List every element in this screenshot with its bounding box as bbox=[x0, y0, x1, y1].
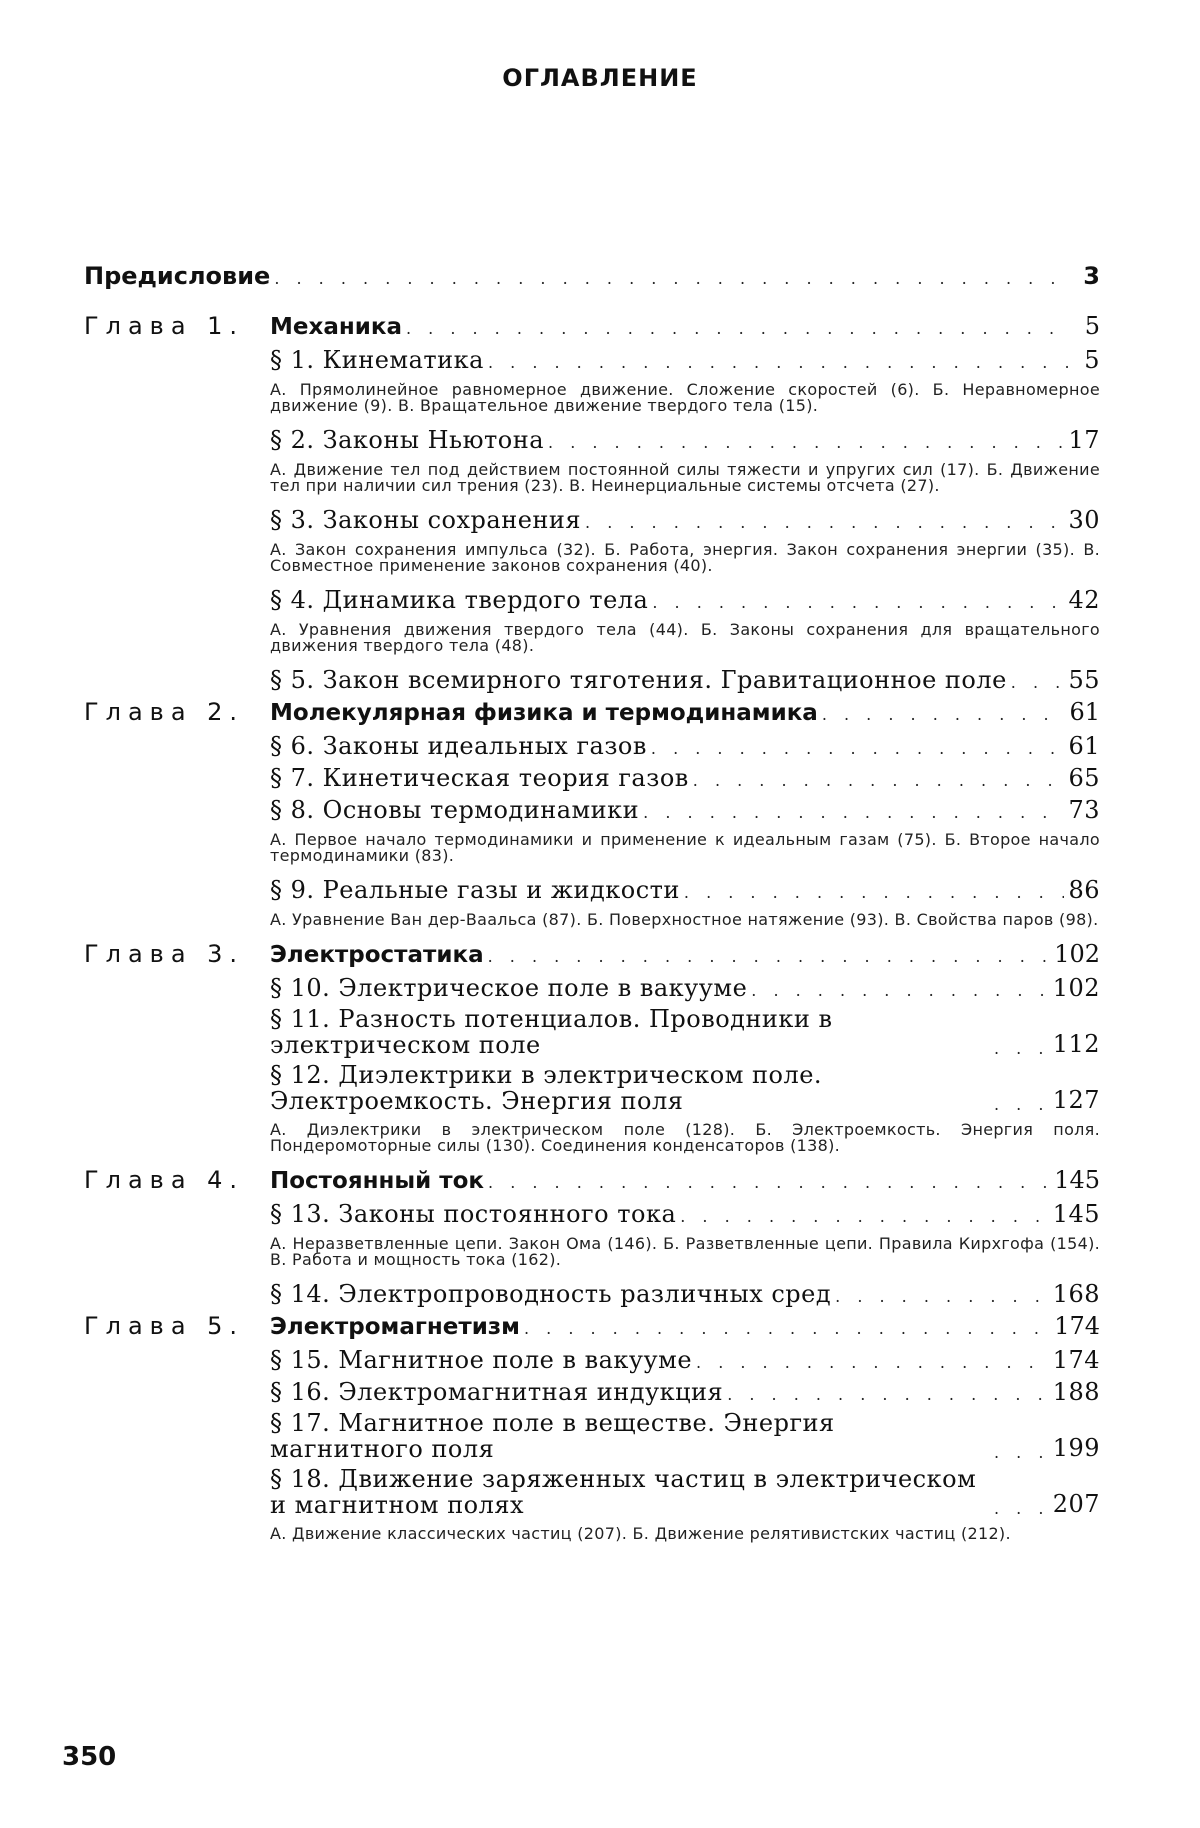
chapter-title: Электростатика bbox=[270, 942, 484, 968]
page-number: 350 bbox=[62, 1742, 117, 1772]
leader-dots bbox=[652, 593, 1064, 612]
toc-entry bbox=[270, 698, 1100, 726]
toc-chapter-row bbox=[84, 312, 1100, 340]
section-page: 102 bbox=[1052, 974, 1100, 1002]
leader-dots bbox=[548, 433, 1064, 452]
toc-section-row bbox=[84, 1280, 1100, 1308]
toc-chapter-row bbox=[84, 1312, 1100, 1340]
toc-entry bbox=[270, 1166, 1100, 1194]
leader-dots bbox=[994, 1095, 1049, 1114]
toc-entry bbox=[270, 1062, 1100, 1114]
leader-dots bbox=[994, 1499, 1049, 1518]
section-title: § 8. Основы термодинамики bbox=[270, 796, 640, 824]
toc-section-row bbox=[84, 1466, 1100, 1518]
toc-entry bbox=[84, 262, 1100, 290]
section-subtopics: А. Прямолинейное равномерное движение. Сложение скоростей (6). Б. Неравномерное движение (9). В. Вращательное движение твердого тела (15). bbox=[270, 380, 1100, 415]
section-title: § 7. Кинетическая теория газов bbox=[270, 764, 689, 792]
section-page: 73 bbox=[1068, 796, 1100, 824]
chapter-title: Электромагнетизм bbox=[270, 1314, 520, 1340]
section-subtopics: А. Диэлектрики в электрическом поле (128). Б. Электроемкость. Энергия поля. Пондеромоторные силы (130). Соединения конденсаторов (138). bbox=[270, 1120, 1100, 1155]
section-title: § 3. Законы сохранения bbox=[270, 506, 582, 534]
leader-dots bbox=[684, 883, 1065, 902]
leader-dots bbox=[488, 1173, 1050, 1192]
section-subtopics: А. Неразветвленные цепи. Закон Ома (146). Б. Разветвленные цепи. Правила Кирхгофа (154). В. Работа и мощность тока (162). bbox=[270, 1234, 1100, 1269]
leader-dots bbox=[696, 1353, 1049, 1372]
section-page: 188 bbox=[1052, 1378, 1100, 1406]
section-subtopics: А. Закон сохранения импульса (32). Б. Работа, энергия. Закон сохранения энергии (35). В. Совместное применение законов сохранения (40). bbox=[270, 540, 1100, 575]
toc-section-row bbox=[84, 732, 1100, 760]
section-page: 55 bbox=[1068, 666, 1100, 694]
section-page: 174 bbox=[1052, 1346, 1100, 1374]
leader-dots bbox=[585, 513, 1064, 532]
chapter-label: Глава 2. bbox=[84, 698, 245, 726]
section-page: 5 bbox=[1084, 346, 1100, 374]
chapter-label: Глава 4. bbox=[84, 1166, 245, 1194]
leader-dots bbox=[274, 269, 1068, 288]
chapter-page: 174 bbox=[1054, 1312, 1100, 1340]
leader-dots bbox=[822, 705, 1066, 724]
section-page: 30 bbox=[1068, 506, 1100, 534]
page-heading: ОГЛАВЛЕНИЕ bbox=[502, 64, 698, 92]
chapter-title: Механика bbox=[270, 314, 402, 340]
leader-dots bbox=[994, 1039, 1049, 1058]
toc-section-row bbox=[84, 346, 1100, 374]
section-page: 42 bbox=[1068, 586, 1100, 614]
toc-chapter-row bbox=[84, 698, 1100, 726]
section-title: § 18. Движение заряженных частиц в электрическом и магнитном полях bbox=[270, 1465, 977, 1519]
toc-entry bbox=[270, 426, 1100, 454]
toc-chapter-row bbox=[84, 940, 1100, 968]
leader-dots bbox=[751, 981, 1048, 1000]
toc-section-row bbox=[84, 1062, 1100, 1114]
chapter-page: 61 bbox=[1069, 698, 1100, 726]
section-subtopics: А. Первое начало термодинамики и применение к идеальным газам (75). Б. Второе начало термодинамики (83). bbox=[270, 830, 1100, 865]
section-page: 127 bbox=[1052, 1086, 1100, 1114]
toc-section-row bbox=[84, 1410, 1100, 1462]
section-page: 168 bbox=[1052, 1280, 1100, 1308]
leader-dots bbox=[524, 1319, 1050, 1338]
toc-entry bbox=[270, 312, 1100, 340]
section-title: § 16. Электромагнитная индукция bbox=[270, 1378, 724, 1406]
toc-entry bbox=[270, 764, 1100, 792]
toc-section-row bbox=[84, 1200, 1100, 1228]
section-title: § 15. Магнитное поле в вакууме bbox=[270, 1346, 693, 1374]
chapter-page: 5 bbox=[1084, 312, 1100, 340]
section-title: § 1. Кинематика bbox=[270, 346, 484, 374]
toc-entry bbox=[270, 1312, 1100, 1340]
table-of-contents bbox=[84, 262, 1100, 1554]
toc-entry bbox=[270, 1346, 1100, 1374]
section-title: § 6. Законы идеальных газов bbox=[270, 732, 647, 760]
chapter-label: Глава 5. bbox=[84, 1312, 245, 1340]
section-title: § 4. Динамика твердого тела bbox=[270, 586, 649, 614]
section-page: 86 bbox=[1068, 876, 1100, 904]
toc-section-row bbox=[84, 506, 1100, 534]
section-title: § 9. Реальные газы и жидкости bbox=[270, 876, 680, 904]
section-page: 199 bbox=[1052, 1434, 1100, 1462]
chapter-title: Постоянный ток bbox=[270, 1168, 485, 1194]
section-title: § 14. Электропроводность различных сред bbox=[270, 1280, 832, 1308]
leader-dots bbox=[1011, 673, 1065, 692]
toc-entry bbox=[270, 1006, 1100, 1058]
section-subtopics: А. Уравнение Ван дер-Ваальса (87). Б. Поверхностное натяжение (93). В. Свойства паров (98). bbox=[270, 910, 1099, 929]
leader-dots bbox=[835, 1287, 1049, 1306]
toc-entry bbox=[270, 1280, 1100, 1308]
leader-dots bbox=[651, 739, 1065, 758]
chapter-page: 145 bbox=[1054, 1166, 1100, 1194]
section-page: 17 bbox=[1068, 426, 1100, 454]
section-page: 207 bbox=[1052, 1490, 1100, 1518]
toc-chapter-row bbox=[84, 1166, 1100, 1194]
toc-entry bbox=[270, 1200, 1100, 1228]
section-subtopics: А. Движение классических частиц (207). Б. Движение релятивистских частиц (212). bbox=[270, 1524, 1011, 1543]
toc-entry bbox=[270, 586, 1100, 614]
toc-preface-row bbox=[84, 262, 1100, 290]
section-title: § 11. Разность потенциалов. Проводники в электрическом поле bbox=[270, 1005, 833, 1059]
section-title: § 5. Закон всемирного тяготения. Гравитационное поле bbox=[270, 666, 1007, 694]
section-page: 145 bbox=[1052, 1200, 1100, 1228]
toc-entry bbox=[270, 1378, 1100, 1406]
toc-entry bbox=[270, 346, 1100, 374]
leader-dots bbox=[643, 803, 1064, 822]
toc-section-row bbox=[84, 586, 1100, 614]
section-title: § 12. Диэлектрики в электрическом поле. Электроемкость. Энергия поля bbox=[270, 1061, 823, 1115]
toc-section-row bbox=[84, 1006, 1100, 1058]
section-subtopics: А. Движение тел под действием постоянной силы тяжести и упругих сил (17). Б. Движение тел при наличии сил трения (23). В. Неинерциальные системы отсчета (27). bbox=[270, 460, 1100, 495]
toc-entry bbox=[270, 974, 1100, 1002]
section-title: § 17. Магнитное поле в веществе. Энергия магнитного поля bbox=[270, 1409, 835, 1463]
section-title: § 2. Законы Ньютона bbox=[270, 426, 545, 454]
leader-dots bbox=[680, 1207, 1048, 1226]
chapter-page: 102 bbox=[1054, 940, 1100, 968]
toc-entry bbox=[270, 732, 1100, 760]
toc-entry bbox=[270, 666, 1100, 694]
leader-dots bbox=[488, 947, 1051, 966]
leader-dots bbox=[727, 1385, 1049, 1404]
section-title: § 13. Законы постоянного тока bbox=[270, 1200, 677, 1228]
toc-entry bbox=[270, 940, 1100, 968]
section-page: 65 bbox=[1068, 764, 1100, 792]
toc-entry bbox=[270, 876, 1100, 904]
toc-section-row bbox=[84, 796, 1100, 824]
toc-section-row bbox=[84, 1378, 1100, 1406]
toc-entry bbox=[270, 796, 1100, 824]
toc-section-row bbox=[84, 426, 1100, 454]
section-title: § 10. Электрическое поле в вакууме bbox=[270, 974, 748, 1002]
section-page: 112 bbox=[1052, 1030, 1100, 1058]
section-page: 61 bbox=[1068, 732, 1100, 760]
preface-title: Предисловие bbox=[84, 262, 271, 290]
toc-section-row bbox=[84, 666, 1100, 694]
toc-entry bbox=[270, 1410, 1100, 1462]
toc-section-row bbox=[84, 764, 1100, 792]
toc-section-row bbox=[84, 1346, 1100, 1374]
toc-section-row bbox=[84, 876, 1100, 904]
chapter-label: Глава 1. bbox=[84, 312, 245, 340]
leader-dots bbox=[994, 1443, 1049, 1462]
toc-section-row bbox=[84, 974, 1100, 1002]
toc-entry bbox=[270, 1466, 1100, 1518]
section-subtopics: А. Уравнения движения твердого тела (44). Б. Законы сохранения для вращательного движения твердого тела (48). bbox=[270, 620, 1100, 655]
leader-dots bbox=[693, 771, 1065, 790]
chapter-label: Глава 3. bbox=[84, 940, 245, 968]
leader-dots bbox=[488, 353, 1068, 372]
chapter-title: Молекулярная физика и термодинамика bbox=[270, 700, 818, 726]
leader-dots bbox=[406, 319, 1068, 338]
toc-entry bbox=[270, 506, 1100, 534]
preface-page: 3 bbox=[1083, 262, 1100, 290]
